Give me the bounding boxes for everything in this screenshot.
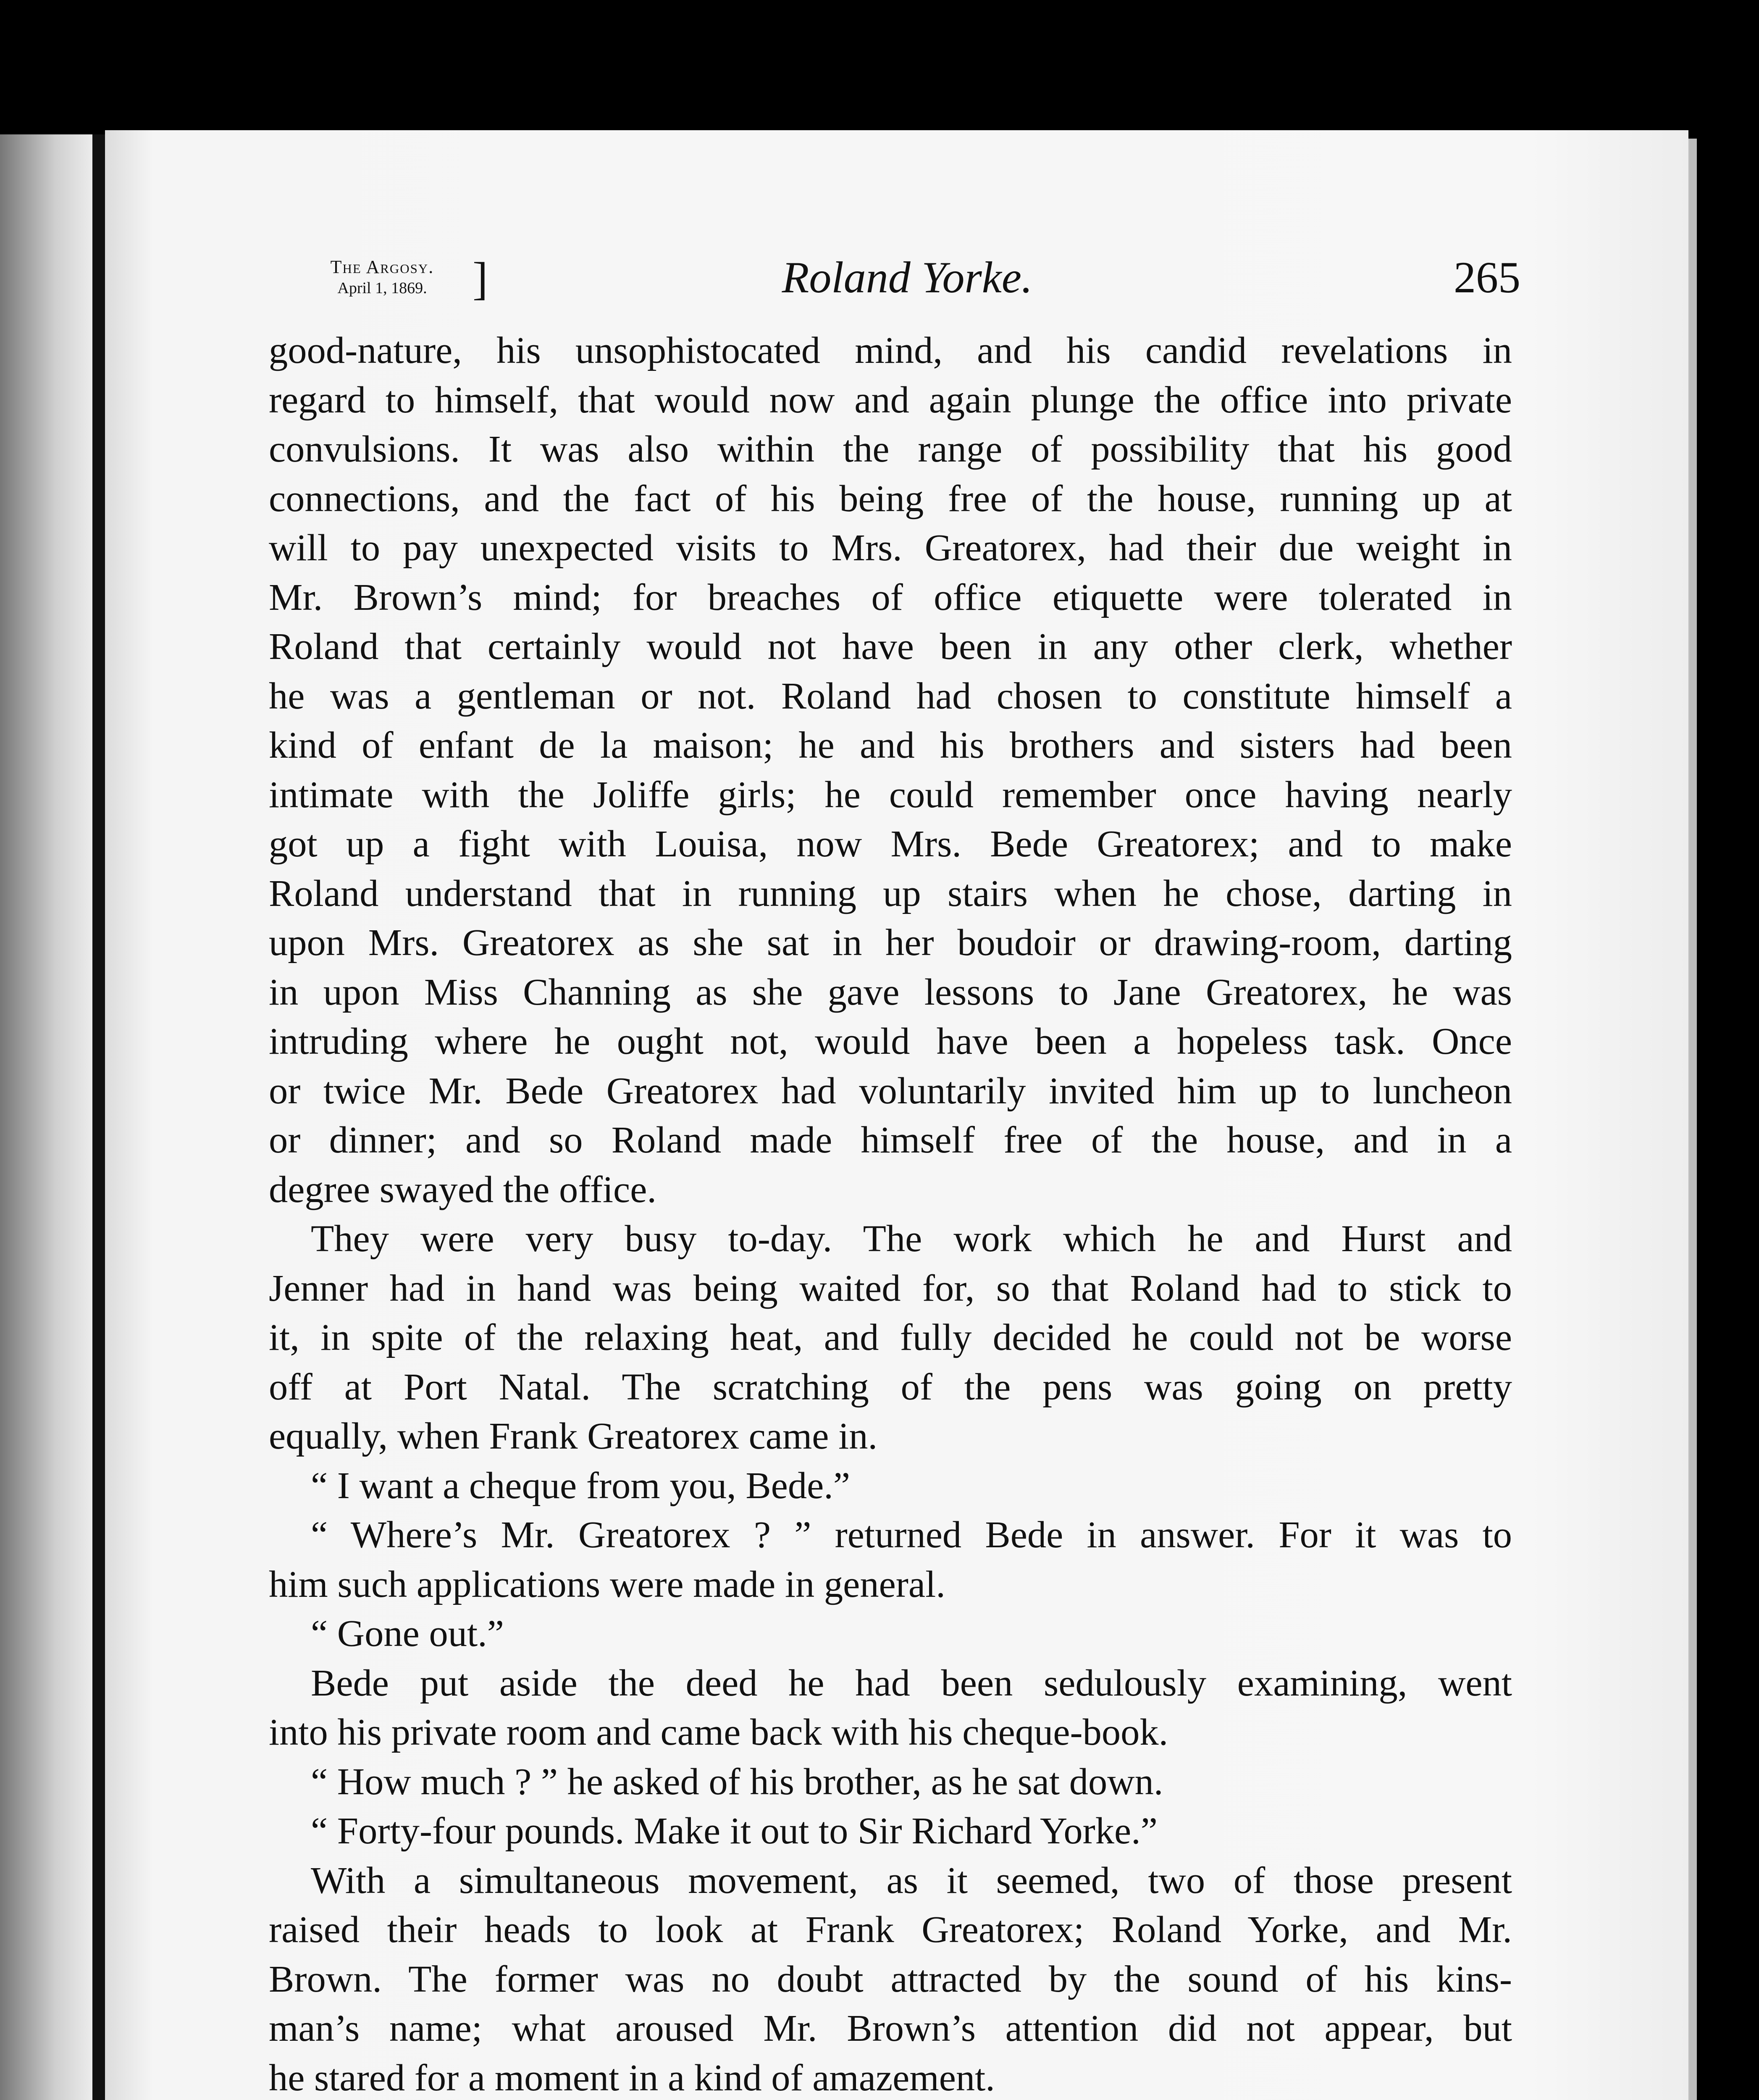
- text-line: Mr. Brown’s mind; for breaches of office etiquette were tolerated in: [269, 575, 1512, 618]
- text-line: regard to himself, that would now and again plunge the office into private: [269, 378, 1512, 421]
- text-line: They were very busy to-day. The work which he and Hurst and: [311, 1217, 1512, 1260]
- text-line: Roland understand that in running up stairs when he chose, darting in: [269, 872, 1512, 914]
- text-line: man’s name; what aroused Mr. Brown’s attention did not appear, but: [269, 2007, 1512, 2049]
- page-header: [294, 248, 1520, 315]
- text-line: or dinner; and so Roland made himself free of the house, and in a: [269, 1118, 1512, 1161]
- text-line: connections, and the fact of his being free of the house, running up at: [269, 477, 1512, 520]
- text-line: “ I want a cheque from you, Bede.”: [311, 1464, 851, 1507]
- body-text: [269, 326, 1512, 2100]
- text-line: “ Gone out.”: [311, 1612, 504, 1654]
- text-line: degree swayed the office.: [269, 1168, 656, 1210]
- text-line: it, in spite of the relaxing heat, and fully decided he could not be worse: [269, 1316, 1512, 1358]
- text-line: or twice Mr. Bede Greatorex had voluntarily invited him up to luncheon: [269, 1069, 1512, 1112]
- page-number: 265: [1454, 253, 1520, 302]
- text-line: in upon Miss Channing as she gave lessons to Jane Greatorex, he was: [269, 970, 1512, 1013]
- text-line: equally, when Frank Greatorex came in.: [269, 1415, 878, 1457]
- imprint-date: April 1, 1869.: [337, 279, 427, 297]
- text-line: “ Forty-four pounds. Make it out to Sir Richard Yorke.”: [311, 1809, 1158, 1852]
- running-title: Roland Yorke.: [782, 253, 1033, 302]
- text-line: Bede put aside the deed he had been sedulously examining, went: [311, 1661, 1512, 1704]
- text-line: him such applications were made in general.: [269, 1562, 945, 1605]
- text-line: “ How much ? ” he asked of his brother, as he sat down.: [311, 1760, 1163, 1803]
- text-line: off at Port Natal. The scratching of the pens was going on pretty: [269, 1365, 1512, 1408]
- book-gutter: [92, 134, 105, 2100]
- text-line: intruding where he ought not, would have been a hopeless task. Once: [269, 1020, 1512, 1062]
- text-line: intimate with the Joliffe girls; he could remember once having nearly: [269, 773, 1512, 816]
- text-line: Jenner had in hand was being waited for, so that Roland had to stick to: [269, 1266, 1512, 1309]
- page-edge-shadow: [1688, 139, 1697, 2100]
- text-line: raised their heads to look at Frank Greatorex; Roland Yorke, and Mr.: [269, 1908, 1512, 1950]
- text-line: got up a fight with Louisa, now Mrs. Bede Greatorex; and to make: [269, 822, 1512, 865]
- text-line: good-nature, his unsophistocated mind, and his candid revelations in: [269, 329, 1512, 371]
- text-line: he stared for a moment in a kind of amazement.: [269, 2056, 995, 2099]
- text-line: Roland that certainly would not have been in any other clerk, whether: [269, 625, 1512, 667]
- text-line: he was a gentleman or not. Roland had chosen to constitute himself a: [269, 674, 1512, 717]
- imprint-journal-name: The Argosy.: [330, 257, 434, 277]
- text-line: upon Mrs. Greatorex as she sat in her boudoir or drawing-room, darting: [269, 921, 1512, 963]
- imprint-bracket: ]: [473, 253, 488, 304]
- text-line: kind of enfant de la maison; he and his brothers and sisters had been: [269, 724, 1512, 766]
- text-line: “ Where’s Mr. Greatorex ? ” returned Bede in answer. For it was to: [311, 1513, 1512, 1556]
- text-line: into his private room and came back with his cheque-book.: [269, 1711, 1168, 1753]
- text-line: Brown. The former was no doubt attracted by the sound of his kins-: [269, 1957, 1512, 2000]
- text-line: will to pay unexpected visits to Mrs. Greatorex, had their due weight in: [269, 526, 1512, 569]
- facing-page-edge: [0, 134, 92, 2100]
- text-line: With a simultaneous movement, as it seemed, two of those present: [311, 1858, 1512, 1901]
- text-line: convulsions. It was also within the range of possibility that his good: [269, 428, 1512, 470]
